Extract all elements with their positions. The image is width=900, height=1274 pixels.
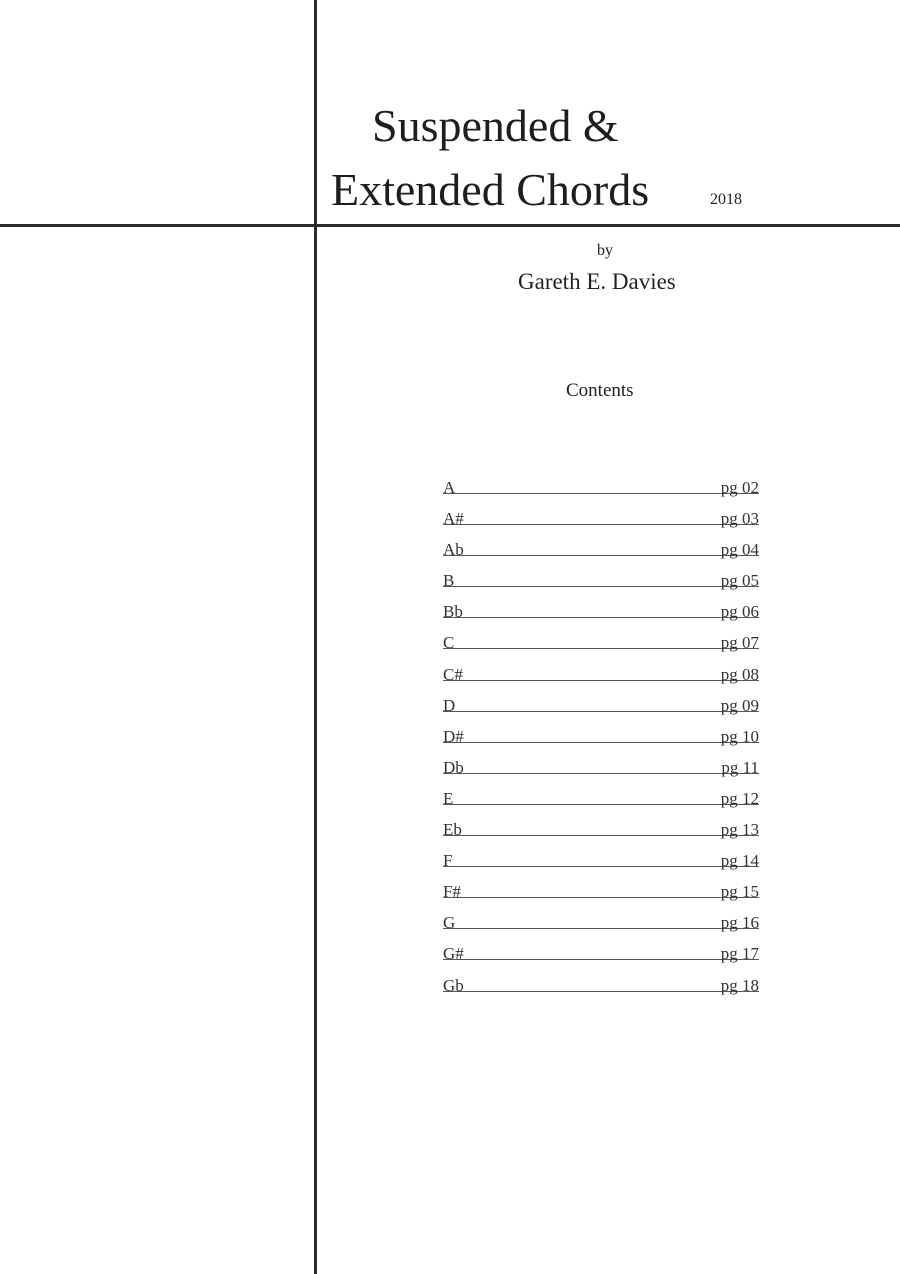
toc-leader-line — [443, 835, 759, 836]
title-year: 2018 — [710, 191, 742, 208]
toc-key: Eb — [443, 820, 462, 840]
toc-leader-line — [443, 742, 759, 743]
toc-key: F — [443, 851, 453, 871]
author-name: Gareth E. Davies — [518, 269, 676, 294]
toc-page: pg 10 — [720, 726, 759, 746]
toc-item[interactable] — [443, 661, 759, 692]
toc-key: B — [443, 571, 455, 591]
toc-key: E — [443, 788, 454, 808]
title-line-1: Suspended & — [372, 100, 619, 151]
toc-item[interactable] — [443, 536, 759, 567]
toc-page: pg 16 — [720, 913, 759, 933]
toc-key: Gb — [443, 975, 464, 995]
toc-item[interactable] — [443, 692, 759, 723]
toc-key: C# — [443, 664, 463, 684]
toc-item[interactable] — [443, 567, 759, 598]
toc-item[interactable] — [443, 940, 759, 971]
toc-page: pg 07 — [720, 633, 759, 653]
toc-key: G — [443, 913, 456, 933]
toc-item[interactable] — [443, 723, 759, 754]
toc-item[interactable] — [443, 847, 759, 878]
toc-key: F# — [443, 882, 461, 902]
toc-page: pg 09 — [720, 695, 759, 715]
toc-page: pg 11 — [721, 757, 759, 777]
toc-page: pg 13 — [720, 820, 759, 840]
toc-leader-line — [443, 524, 759, 525]
frame-vertical-line — [314, 0, 317, 1274]
table-of-contents — [443, 474, 759, 1003]
toc-key: A# — [443, 509, 464, 529]
frame-horizontal-line — [0, 224, 900, 227]
toc-leader-line — [443, 648, 759, 649]
toc-key: D# — [443, 726, 464, 746]
toc-page: pg 02 — [720, 478, 759, 497]
toc-item[interactable] — [443, 505, 759, 536]
toc-leader-line — [443, 555, 759, 556]
byline-by: by — [597, 242, 613, 259]
toc-key: Db — [443, 757, 464, 777]
toc-item[interactable] — [443, 878, 759, 909]
toc-item[interactable] — [443, 474, 759, 505]
toc-leader-line — [443, 897, 759, 898]
toc-item[interactable] — [443, 972, 759, 1003]
toc-page: pg 06 — [720, 602, 759, 622]
toc-page: pg 18 — [720, 975, 759, 995]
toc-key: G# — [443, 944, 464, 964]
toc-leader-line — [443, 959, 759, 960]
toc-key: Bb — [443, 602, 463, 622]
toc-leader-line — [443, 586, 759, 587]
toc-leader-line — [443, 711, 759, 712]
toc-page: pg 14 — [720, 851, 759, 871]
toc-item[interactable] — [443, 598, 759, 629]
toc-item[interactable] — [443, 785, 759, 816]
toc-item[interactable] — [443, 816, 759, 847]
toc-item[interactable] — [443, 629, 759, 660]
toc-page: pg 03 — [720, 509, 759, 529]
toc-key: Ab — [443, 540, 464, 560]
toc-page: pg 12 — [720, 788, 759, 808]
toc-leader-line — [443, 493, 759, 494]
toc-item[interactable] — [443, 909, 759, 940]
title-line-2: Extended Chords — [331, 164, 650, 215]
toc-page: pg 08 — [720, 664, 759, 684]
toc-leader-line — [443, 928, 759, 929]
toc-page: pg 05 — [720, 571, 759, 591]
toc-key: A — [443, 478, 456, 497]
toc-item[interactable] — [443, 754, 759, 785]
toc-key: D — [443, 695, 456, 715]
toc-leader-line — [443, 680, 759, 681]
toc-leader-line — [443, 866, 759, 867]
toc-page: pg 04 — [720, 540, 759, 560]
toc-key: C — [443, 633, 455, 653]
toc-leader-line — [443, 617, 759, 618]
toc-leader-line — [443, 804, 759, 805]
toc-page: pg 15 — [720, 882, 759, 902]
contents-heading: Contents — [566, 380, 634, 401]
toc-leader-line — [443, 773, 759, 774]
toc-page: pg 17 — [720, 944, 759, 964]
toc-leader-line — [443, 991, 759, 992]
